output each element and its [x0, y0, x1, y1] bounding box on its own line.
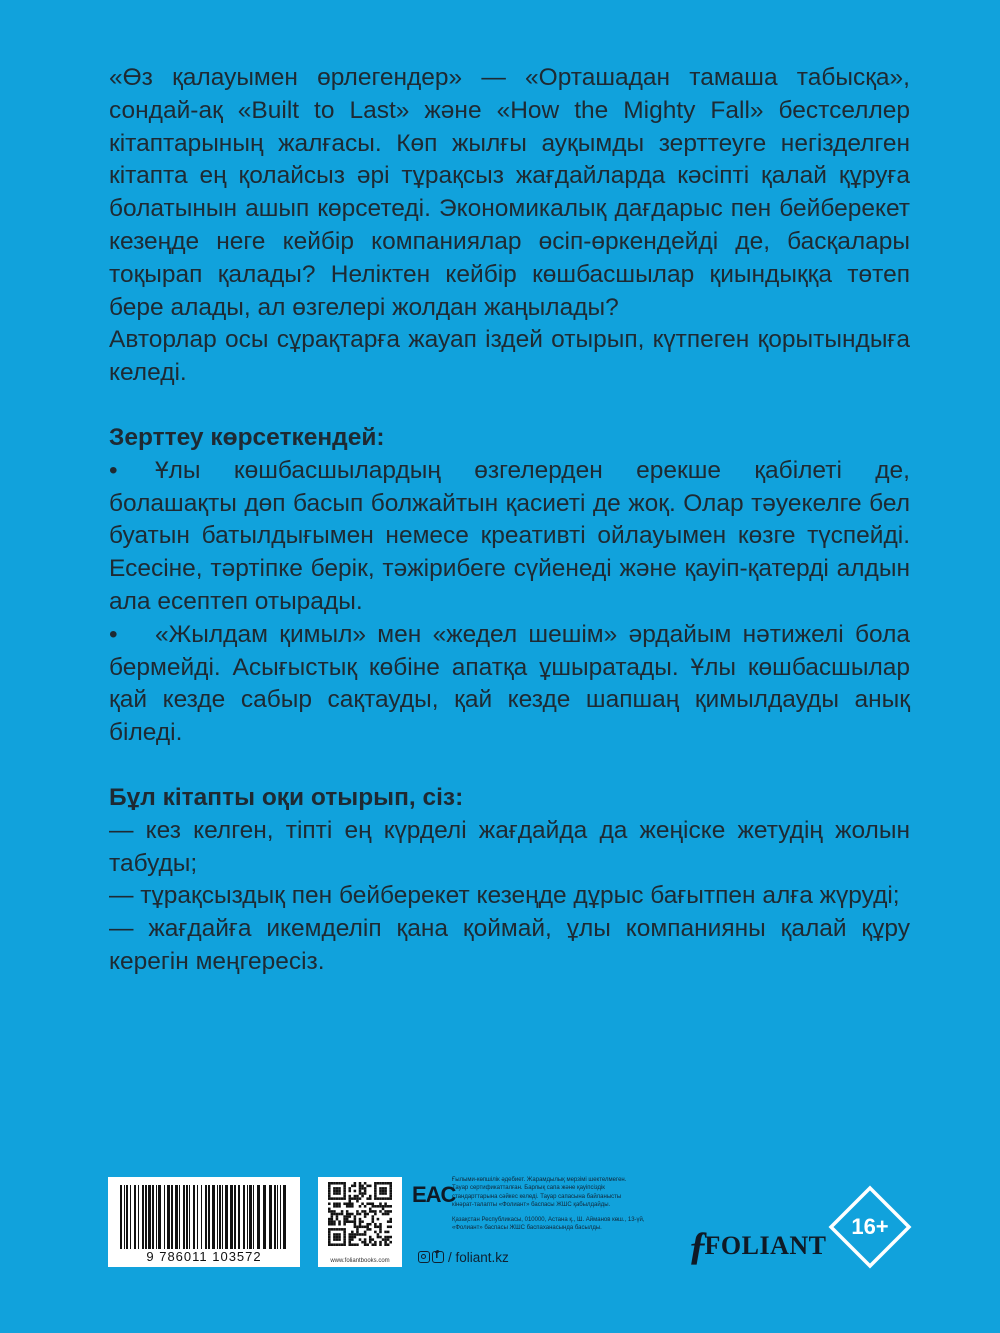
qr-url: www.foliantbooks.com	[330, 1258, 390, 1264]
research-bullet	[109, 619, 910, 750]
barcode-bar	[234, 1185, 236, 1249]
barcode-bar	[201, 1185, 202, 1249]
facebook-icon[interactable]	[432, 1251, 444, 1263]
intro-paragraph: «Өз қалауымен өрлегендер» — «Орташадан тамаша табысқа», сондай-ақ «Built to Last» және «How the Mighty Fall» бестселлер кітаптарының жалғасы. Көп жылғы ауқымды зерттеуге негізделген кітапта ең қолайсыз әрі тұрақсыз жағдайларда кәсіпті қалай құруға болатынын ашып көрсетеді. Экономикалық дағдарыс пен бейберекет кезеңде неге кейбір компаниялар өсіп-өркендейді де, басқалары тоқырап қалады? Неліктен кейбір көшбасшылар қиындыққа төтеп бере алады, ал өзгелері жолдан жаңылады?	[109, 64, 910, 321]
legal-info	[452, 1176, 698, 1233]
barcode-bar	[175, 1185, 178, 1249]
barcode-bar	[130, 1185, 131, 1249]
barcode-bar	[253, 1185, 254, 1249]
barcode-bar	[167, 1185, 170, 1249]
research-bullet	[109, 455, 910, 619]
barcode-bar	[277, 1185, 278, 1249]
barcode-bar	[197, 1185, 198, 1249]
age-rating: 16+	[851, 1214, 889, 1239]
barcode-bar	[230, 1185, 233, 1249]
barcode-bar	[183, 1185, 185, 1249]
eac-certification-icon	[412, 1178, 456, 1208]
barcode-bar	[269, 1185, 272, 1249]
barcode-bar	[148, 1185, 151, 1249]
barcode-bar	[193, 1185, 195, 1249]
barcode-bar	[142, 1185, 144, 1249]
barcode-bar	[243, 1185, 245, 1249]
barcode-bar	[208, 1185, 210, 1249]
research-heading: Зерттеу көрсеткендей:	[109, 423, 385, 451]
barcode-bar	[126, 1185, 128, 1249]
back-cover-text	[109, 62, 910, 979]
barcode-bar	[120, 1185, 122, 1249]
barcode-bar	[152, 1185, 154, 1249]
barcode-bar	[217, 1185, 218, 1249]
publisher-name: FOLIANT	[704, 1231, 827, 1260]
barcode-bar	[212, 1185, 215, 1249]
reading-item: — тұрақсыздық пен бейберекет кезеңде дұрыс бағытпен алға жүруді;	[109, 882, 900, 910]
barcode-bar	[263, 1185, 266, 1249]
intro-paragraph-2: Авторлар осы сұрақтарға жауап іздей отырып, күтпеген қорытындыға келеді.	[109, 326, 910, 387]
barcode-bar	[238, 1185, 240, 1249]
barcode-bar	[189, 1185, 190, 1249]
social-handle[interactable]: / foliant.kz	[448, 1249, 509, 1265]
bullet-icon: •	[109, 620, 118, 648]
barcode-bar	[164, 1185, 165, 1249]
address-line: «Фолиант» баспасы ЖШС баспаханасында басылды.	[452, 1225, 602, 1232]
isbn-barcode	[108, 1177, 300, 1267]
barcode-bar	[222, 1185, 223, 1249]
bullet-text: Ұлы көшбасшылардың өзгелерден ерекше қабілеті де, болашақты дөп басып болжайтын қасиеті де жоқ. Олар тәуекелге бел буатын батылдығымен немесе креативті ойлауымен көзге түспейді. Есесіне, тәртіпке берік, тәжірибеге сүйенеді және қауіп-қатерді алдын ала есептеп отырады.	[109, 456, 910, 615]
barcode-bar	[145, 1185, 147, 1249]
publisher-logo	[688, 1222, 826, 1266]
bullet-text: «Жылдам қимыл» мен «жедел шешім» әрдайым нәтижелі бола бермейді. Асығыстық көбіне апатқа ұшыратады. Ұлы көшбасшылар қай кезде сабыр сақтауды, қай кезде шапшаң қимылдауды анық біледі.	[109, 620, 910, 747]
qr-code[interactable]	[318, 1177, 402, 1267]
barcode-bar	[179, 1185, 180, 1249]
social-links[interactable]	[418, 1248, 509, 1266]
qr-code-icon	[328, 1182, 392, 1246]
barcode-bar	[186, 1185, 188, 1249]
legal-line: Ғылыми-көпшілік әдебиет. Жарамдылық мерзімі шектелмеген.	[452, 1177, 627, 1183]
reading-heading: Бұл кітапты оқи отырып, сіз:	[109, 783, 464, 811]
legal-line: стандарттарына сәйкес келеді. Тауар сапасына байланысты	[452, 1193, 622, 1200]
barcode-bar	[280, 1185, 281, 1249]
bullet-icon: •	[109, 456, 118, 484]
barcode-bar	[205, 1185, 207, 1249]
barcode-bar	[274, 1185, 276, 1249]
legal-line: Тауар сертификатталған. Барлық сапа және қауіпсіздік	[452, 1185, 605, 1192]
barcode-bar	[124, 1185, 125, 1249]
foliant-f-icon: ƒ	[688, 1223, 709, 1268]
instagram-icon[interactable]	[418, 1251, 430, 1263]
barcode-bar	[249, 1185, 252, 1249]
svg-text:EAC: EAC	[412, 1182, 456, 1207]
legal-line: кінәрат-талапты «Фолиант» баспасы ЖШС қабылдайды.	[452, 1201, 611, 1208]
isbn-digits: 9 786011 103572	[146, 1249, 262, 1264]
barcode-bar	[219, 1185, 221, 1249]
barcode-bars	[116, 1185, 292, 1249]
reading-item: — кез келген, тіпті ең күрделі жағдайда да жеңіске жетудің жолын табуды;	[109, 816, 910, 877]
barcode-bar	[171, 1185, 173, 1249]
barcode-bar	[247, 1185, 248, 1249]
barcode-bar	[225, 1185, 228, 1249]
barcode-bar	[283, 1185, 286, 1249]
age-rating-badge	[829, 1186, 911, 1268]
barcode-bar	[134, 1185, 136, 1249]
barcode-bar	[138, 1185, 139, 1249]
reading-item: — жағдайға икемделіп қана қоймай, ұлы компанияны қалай құру керегін меңгересіз.	[109, 915, 910, 975]
address-line: Қазақстан Республикасы, 010000, Астана қ., Ш. Айманов көш., 13-үй,	[452, 1217, 645, 1224]
barcode-bar	[158, 1185, 161, 1249]
barcode-bar	[156, 1185, 157, 1249]
barcode-bar	[257, 1185, 260, 1249]
